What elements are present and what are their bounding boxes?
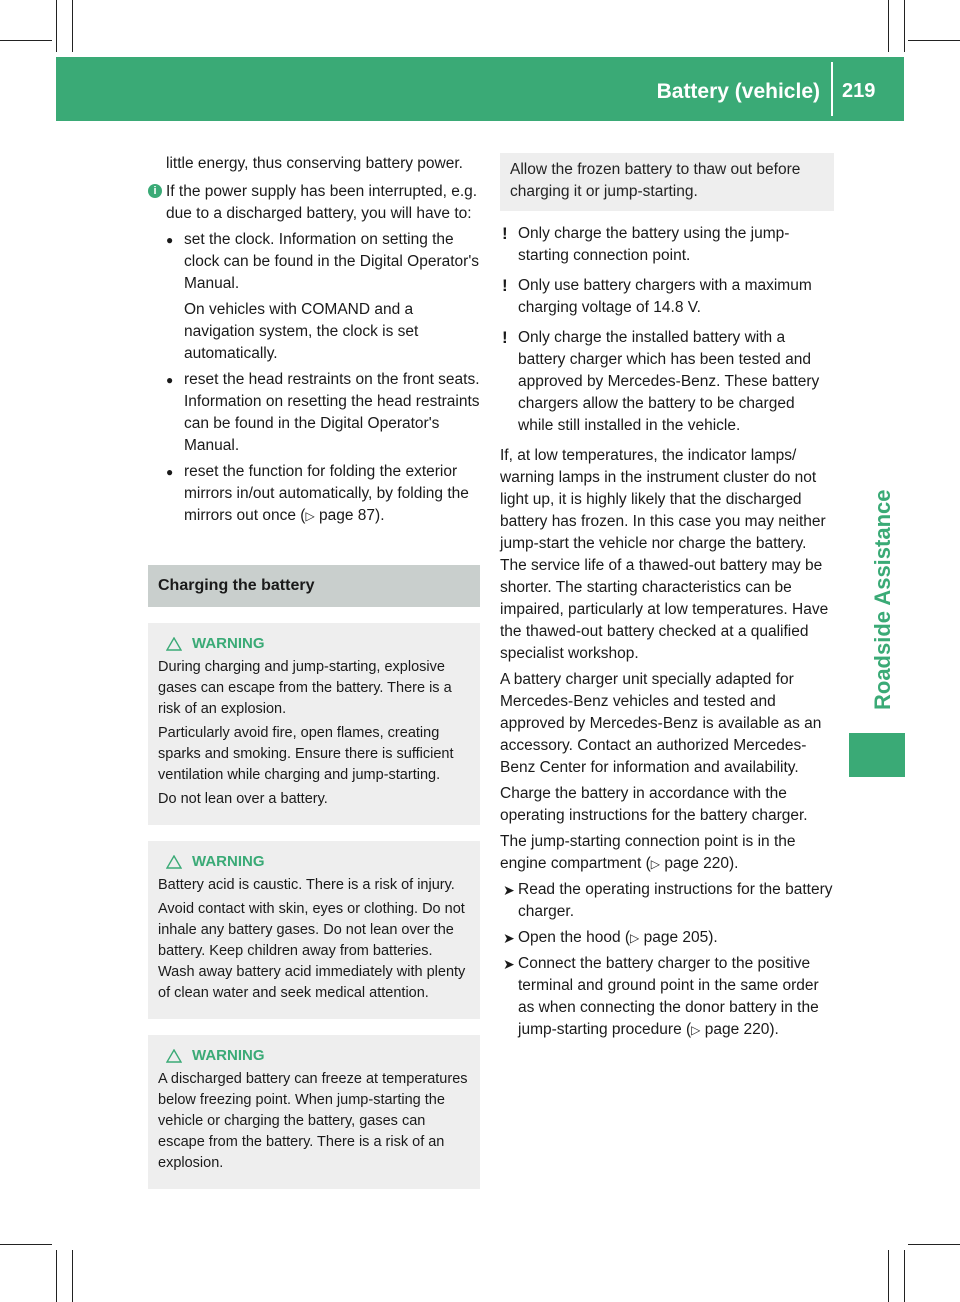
warning-box <box>148 623 480 825</box>
page-reference-link[interactable]: page 87). <box>319 507 385 524</box>
page-title: Battery (vehicle) <box>656 80 820 103</box>
reference-arrow-icon: ▷ <box>650 857 661 871</box>
step-arrow-icon: ➤ <box>503 956 515 972</box>
warning-box <box>148 1035 480 1189</box>
crop-mark <box>56 1250 57 1302</box>
warning-text: Particularly avoid fire, open flames, creating sparks and smoking. Ensure there is sufficient ventilation while charging and jump-starting. <box>158 725 454 783</box>
bullet-icon: ● <box>166 233 174 247</box>
warning-triangle-icon <box>166 855 182 869</box>
material-damage-note <box>500 327 834 437</box>
warning-title: WARNING <box>192 853 265 870</box>
intro-text: little energy, thus conserving battery power. <box>166 155 463 172</box>
warning-text: Do not lean over a battery. <box>158 791 328 807</box>
crop-mark <box>0 1244 52 1245</box>
warning-text: Battery acid is caustic. There is a risk of injury. <box>158 877 455 893</box>
list-item <box>148 461 480 527</box>
bullet-text: reset the function for folding the exterior mirrors in/out automatically, by folding the mirrors out once ( <box>184 463 469 524</box>
warning-title: WARNING <box>192 635 265 652</box>
crop-mark <box>888 0 889 52</box>
step-text: Connect the battery charger to the positive terminal and ground point in the same order as when connecting the donor battery in the jump-starting procedure ( <box>518 955 819 1038</box>
step-arrow-icon: ➤ <box>503 882 515 898</box>
step-text: Open the hood ( <box>518 929 631 946</box>
warning-box <box>148 841 480 1019</box>
list-item <box>148 369 480 457</box>
instruction-step <box>500 953 834 1041</box>
info-text: If the power supply has been interrupted, e.g. due to a discharged battery, you will have to: <box>166 183 478 222</box>
list-item <box>148 229 480 295</box>
warning-triangle-icon <box>166 1049 182 1063</box>
warning-text: During charging and jump-starting, explosive gases can escape from the battery. There is a risk of an explosion. <box>158 659 452 717</box>
warning-title: WARNING <box>192 1047 265 1064</box>
side-tab <box>849 733 905 777</box>
material-damage-note <box>500 275 834 319</box>
note-text: Only charge the battery using the jump-starting connection point. <box>518 225 790 264</box>
warning-text: A discharged battery can freeze at temperatures below freezing point. When jump-starting the vehicle or charging the battery, gases can escape from the battery. There is a risk of an explosion. <box>158 1071 468 1171</box>
crop-mark <box>904 0 905 52</box>
body-paragraph: Charge the battery in accordance with the operating instructions for the battery charger. <box>500 785 808 824</box>
page-reference-link[interactable]: page 220). <box>704 1021 779 1038</box>
crop-mark <box>72 0 73 52</box>
crop-mark <box>56 0 57 52</box>
crop-mark <box>72 1250 73 1302</box>
side-tab-label: Roadside Assistance <box>870 489 895 710</box>
page-number: 219 <box>842 80 876 102</box>
step-text: Read the operating instructions for the battery charger. <box>518 881 833 920</box>
reference-arrow-icon: ▷ <box>305 509 315 523</box>
bullet-icon: ● <box>166 373 174 387</box>
note-text: Allow the frozen battery to thaw out before charging it or jump-starting. <box>510 161 801 200</box>
exclamation-icon: ! <box>502 224 508 243</box>
frozen-battery-note <box>500 153 834 211</box>
info-icon: i <box>148 184 162 198</box>
crop-mark <box>0 40 52 41</box>
info-note <box>148 181 480 225</box>
reference-arrow-icon: ▷ <box>630 931 640 945</box>
right-column <box>500 153 834 1045</box>
left-column <box>148 153 480 1205</box>
warning-triangle-icon <box>166 637 182 651</box>
bullet-text: set the clock. Information on setting the clock can be found in the Digital Operator's Manual. <box>184 231 480 292</box>
exclamation-icon: ! <box>502 328 508 347</box>
exclamation-icon: ! <box>502 276 508 295</box>
note-text: Only use battery chargers with a maximum charging voltage of 14.8 V. <box>518 277 812 316</box>
body-paragraph <box>500 831 834 875</box>
note-text: Only charge the installed battery with a battery charger which has been tested and approved by Mercedes-Benz. These battery chargers allow the battery to be charged while still installed in the vehicle. <box>518 329 820 434</box>
body-paragraph: A battery charger unit specially adapted for Mercedes-Benz vehicles and tested and approved by Mercedes-Benz is available as an accessory. Contact an authorized Mercedes-Benz Center for information and availability. <box>500 671 822 776</box>
connection-text: The jump-starting connection point is in the engine compartment ( <box>500 833 796 872</box>
crop-mark <box>908 1244 960 1245</box>
page-reference-link[interactable]: page 220). <box>664 855 739 872</box>
instruction-step <box>500 927 834 949</box>
page-reference-link[interactable]: page 205). <box>643 929 718 946</box>
crop-mark <box>904 1250 905 1302</box>
body-paragraph: If, at low temperatures, the indicator lamps/ warning lamps in the instrument cluster do not light up, it is highly likely that the discharged battery has frozen. In this case you may neither jump-start the vehicle nor charge the battery. The service life of a thawed-out battery may be shorter. The starting characteristics can be impaired, particularly at low temperatures. Have the thawed-out battery checked at a qualified specialist workshop. <box>500 447 829 662</box>
bullet-note: On vehicles with COMAND and a navigation system, the clock is set automatically. <box>184 301 419 362</box>
reference-arrow-icon: ▷ <box>691 1023 701 1037</box>
instruction-step <box>500 879 834 923</box>
crop-mark <box>888 1250 889 1302</box>
step-arrow-icon: ➤ <box>503 930 515 946</box>
section-heading: Charging the battery <box>148 565 480 607</box>
material-damage-note <box>500 223 834 267</box>
header-divider <box>831 62 833 116</box>
crop-mark <box>908 40 960 41</box>
bullet-icon: ● <box>166 465 174 479</box>
warning-text: Avoid contact with skin, eyes or clothing. Do not inhale any battery gases. Do not lean over the battery. Keep children away from batteries. Wash away battery acid immediately with plenty of clean water and seek medical attention. <box>158 901 466 1001</box>
bullet-text: reset the head restraints on the front seats. Information on resetting the head restraints can be found in the Digital Operator's Manual. <box>184 371 480 454</box>
